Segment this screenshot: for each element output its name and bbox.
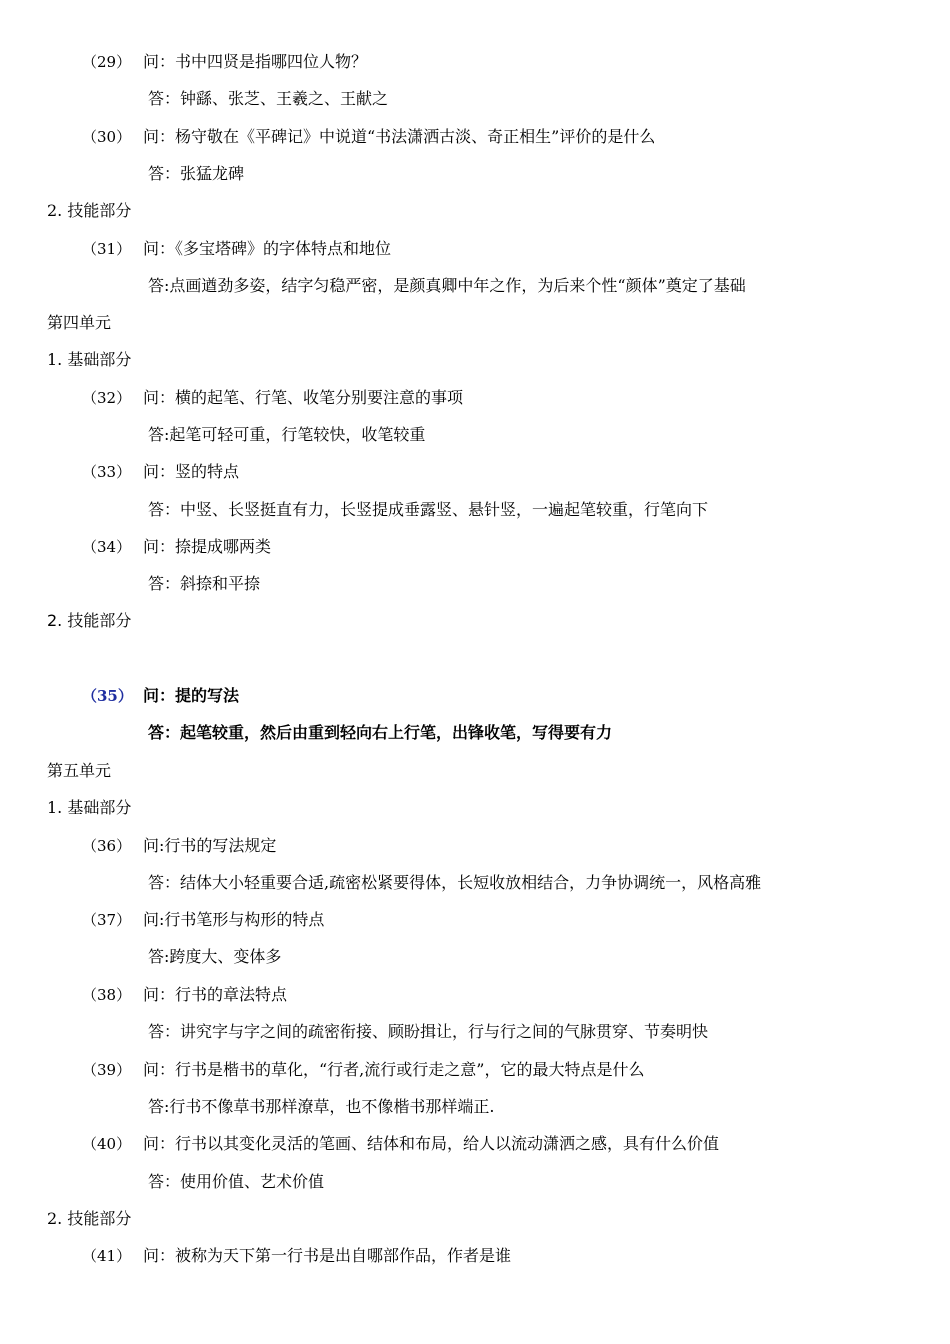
question-text: 问：竖的特点 (143, 462, 240, 481)
answer-text: 答：起笔较重，然后由重到轻向右上行笔，出锋收笔，写得要有力 (148, 723, 613, 742)
unit-heading: 第四单元 (47, 313, 112, 332)
answer-text: 答:行书不像草书那样潦草，也不像楷书那样端正. (148, 1097, 495, 1116)
answer-text: 答：张猛龙碑 (148, 164, 245, 183)
question-number: （41） (82, 1247, 132, 1265)
answer-text: 答：讲究字与字之间的疏密衔接、顾盼揖让，行与行之间的气脉贯穿、节奏明快 (148, 1022, 709, 1041)
question-number: （30） (82, 128, 132, 146)
question-number: （31） (82, 240, 132, 258)
question-number: （38） (82, 986, 132, 1004)
answer-text: 答:跨度大、变体多 (148, 947, 282, 966)
answer-text: 答：结体大小轻重要合适,疏密松紧要得体，长短收放相结合，力争协调统一，风格高雅 (148, 873, 762, 892)
answer-text: 答：斜捺和平捺 (148, 574, 261, 593)
unit-heading: 第五单元 (47, 761, 112, 780)
question-text: 问：杨守敬在《平碑记》中说道“书法潇洒古淡、奇正相生”评价的是什么 (143, 127, 656, 146)
section-heading: 1. 基础部分 (47, 798, 132, 817)
question-text: 问：行书以其变化灵活的笔画、结体和布局，给人以流动潇洒之感，具有什么价值 (143, 1134, 720, 1153)
question-text: 问:行书的写法规定 (143, 836, 277, 855)
answer-text: 答：中竖、长竖挺直有力，长竖提成垂露竖、悬针竖，一遍起笔较重，行笔向下 (148, 500, 709, 519)
question-number: （32） (82, 389, 132, 407)
question-number: （33） (82, 463, 132, 481)
question-text: 问：书中四贤是指哪四位人物？ (143, 52, 368, 71)
question-number: （37） (82, 911, 132, 929)
question-text: 问：《多宝塔碑》的字体特点和地位 (143, 239, 392, 258)
question-text: 问：横的起笔、行笔、收笔分别要注意的事项 (143, 388, 464, 407)
question-text: 问:行书笔形与构形的特点 (143, 910, 325, 929)
question-text: 问：被称为天下第一行书是出自哪部作品，作者是谁 (143, 1246, 512, 1265)
question-text: 问：行书的章法特点 (143, 985, 288, 1004)
question-number: （29） (82, 53, 132, 71)
answer-text: 答：钟繇、张芝、王羲之、王献之 (148, 89, 389, 108)
question-number: （35） (82, 687, 133, 705)
question-text: 问：提的写法 (143, 686, 240, 705)
section-heading: 2. 技能部分 (47, 1209, 132, 1228)
section-heading: 2. 技能部分 (47, 611, 132, 630)
answer-text: 答:起笔可轻可重，行笔较快，收笔较重 (148, 425, 426, 444)
answer-text: 答：使用价值、艺术价值 (148, 1172, 325, 1191)
question-number: （36） (82, 837, 132, 855)
question-number: （39） (82, 1061, 132, 1079)
question-number: （40） (82, 1135, 132, 1153)
question-text: 问：行书是楷书的草化，“行者,流行或行走之意”，它的最大特点是什么 (143, 1060, 645, 1079)
question-text: 问：捺提成哪两类 (143, 537, 272, 556)
section-heading: 1. 基础部分 (47, 350, 132, 369)
answer-text: 答:点画遒劲多姿，结字匀稳严密，是颜真卿中年之作，为后来个性“颜体”奠定了基础 (148, 276, 746, 295)
section-heading: 2. 技能部分 (47, 201, 132, 220)
question-number: （34） (82, 538, 132, 556)
